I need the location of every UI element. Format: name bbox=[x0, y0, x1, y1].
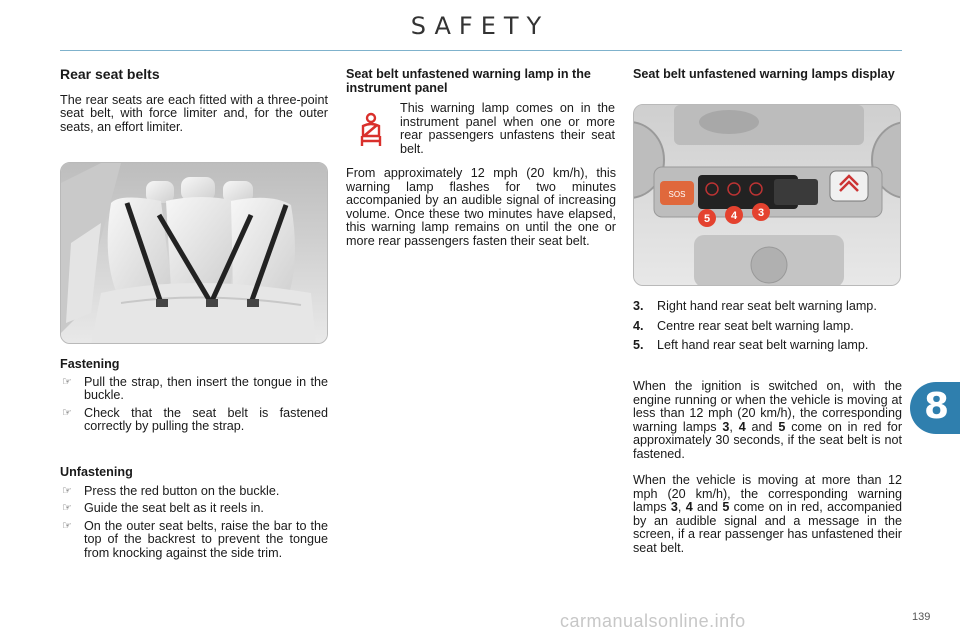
bullet-text: Pull the strap, then insert the tongue in the buckle. bbox=[84, 374, 328, 403]
legend-text: Right hand rear seat belt warning lamp. bbox=[657, 299, 877, 313]
callout-4: 4 bbox=[730, 210, 738, 222]
unfastening-section bbox=[60, 466, 328, 564]
list-item bbox=[60, 502, 328, 516]
column-instrument-warning bbox=[346, 68, 616, 95]
lamps-display-drawing bbox=[634, 105, 901, 286]
moving-text-d: come on in red, accompanied by an audible signal and a message in the screen, if a rear passenger has unfastened their seat belt. bbox=[633, 500, 902, 555]
lamp-ref-5: 5 bbox=[778, 419, 786, 434]
legend-text: Left hand rear seat belt warning lamp. bbox=[657, 338, 869, 353]
list-item bbox=[60, 485, 328, 499]
legend-number: 4. bbox=[633, 318, 644, 333]
seat-belt-warning-icon bbox=[354, 112, 388, 148]
rear-seat-belts-intro: The rear seats are each fitted with a three-point seat belt, with force limiter and, for the outer seats, an effort limiter. bbox=[60, 92, 328, 134]
rear-seat-belts-heading: Rear seat belts bbox=[60, 66, 160, 82]
lamp-ref-4: 4 bbox=[685, 500, 693, 515]
legend-number: 3. bbox=[633, 299, 644, 313]
page-number: 139 bbox=[912, 611, 931, 623]
title-rule bbox=[60, 50, 902, 51]
column-rear-seat-belts bbox=[60, 62, 328, 134]
callout-3: 3 bbox=[757, 207, 765, 219]
bullet-text: Press the red button on the buckle. bbox=[84, 483, 280, 498]
pointing-hand-icon: ☞ bbox=[62, 502, 72, 515]
legend-number: 5. bbox=[633, 338, 644, 353]
warning-lamp-description: This warning lamp comes on in the instrument panel when one or more rear passengers unfastens their seat belt. bbox=[400, 101, 615, 156]
watermark: carmanualsonline.info bbox=[560, 611, 746, 631]
lamp-ref-3: 3 bbox=[722, 419, 730, 434]
fastening-section bbox=[60, 358, 328, 438]
list-item bbox=[633, 339, 902, 353]
ignition-paragraph bbox=[633, 380, 902, 462]
callout-5: 5 bbox=[703, 213, 711, 225]
fastening-list bbox=[60, 376, 328, 434]
bullet-text: Guide the seat belt as it reels in. bbox=[84, 501, 264, 516]
moving-paragraph bbox=[633, 474, 902, 556]
lamps-display-heading: Seat belt unfastened warning lamps display bbox=[633, 67, 895, 81]
rear-seats-drawing bbox=[61, 163, 328, 344]
unfastening-list bbox=[60, 485, 328, 561]
lamp-ref-3: 3 bbox=[670, 500, 678, 515]
chapter-tab bbox=[910, 382, 960, 434]
ignition-sep-2: and bbox=[745, 419, 779, 434]
lamp-ref-4: 4 bbox=[738, 419, 746, 434]
pointing-hand-icon: ☞ bbox=[62, 484, 72, 497]
page-title: SAFETY bbox=[410, 12, 550, 40]
bullet-text: Check that the seat belt is fastened correctly by pulling the strap. bbox=[84, 405, 328, 434]
column-lamps-display bbox=[633, 68, 902, 82]
moving-text-a: When the vehicle is moving at more than 12 mph (20 km/h), the corresponding warning lamps bbox=[633, 473, 902, 515]
instrument-warning-heading: Seat belt unfastened warning lamp in the instrument panel bbox=[346, 67, 591, 95]
list-item bbox=[60, 376, 328, 403]
list-item bbox=[633, 320, 902, 334]
moving-sep-2: and bbox=[692, 500, 723, 515]
rear-seats-illustration bbox=[60, 162, 328, 344]
sos-label: SOS bbox=[668, 190, 686, 199]
pointing-hand-icon: ☞ bbox=[62, 519, 72, 532]
bullet-text: On the outer seat belts, raise the bar to the top of the backrest to prevent the tongue from knocking against the side trim. bbox=[84, 518, 328, 560]
ignition-text-a: When the ignition is switched on, with the engine running or when the vehicle is moving at less than 12 mph (20 km/h), the corresponding warning lamps bbox=[633, 379, 902, 434]
warning-lamp-body: From approximately 12 mph (20 km/h), this warning lamp flashes for two minutes accompanied by an audible signal of increasing volume. Once these two minutes have elapsed, this warning lamp remains on until the one or more rear passengers fasten their seat belt. bbox=[346, 166, 616, 248]
ignition-sep-1: , bbox=[729, 419, 739, 434]
fastening-title: Fastening bbox=[60, 357, 120, 371]
moving-sep-1: , bbox=[677, 500, 686, 515]
pointing-hand-icon: ☞ bbox=[62, 375, 72, 388]
lamp-ref-5: 5 bbox=[722, 500, 730, 515]
list-item bbox=[633, 300, 902, 314]
pointing-hand-icon: ☞ bbox=[62, 406, 72, 419]
lamps-display-illustration bbox=[633, 104, 901, 286]
ignition-text-d: come on in red for approximately 30 seconds, if the seat belt is not fastened. bbox=[633, 419, 903, 461]
list-item bbox=[60, 520, 328, 561]
chapter-number: 8 bbox=[924, 386, 950, 427]
lamp-legend-list bbox=[633, 300, 902, 359]
list-item bbox=[60, 407, 328, 434]
legend-text: Centre rear seat belt warning lamp. bbox=[657, 318, 854, 333]
unfastening-title: Unfastening bbox=[60, 465, 133, 479]
